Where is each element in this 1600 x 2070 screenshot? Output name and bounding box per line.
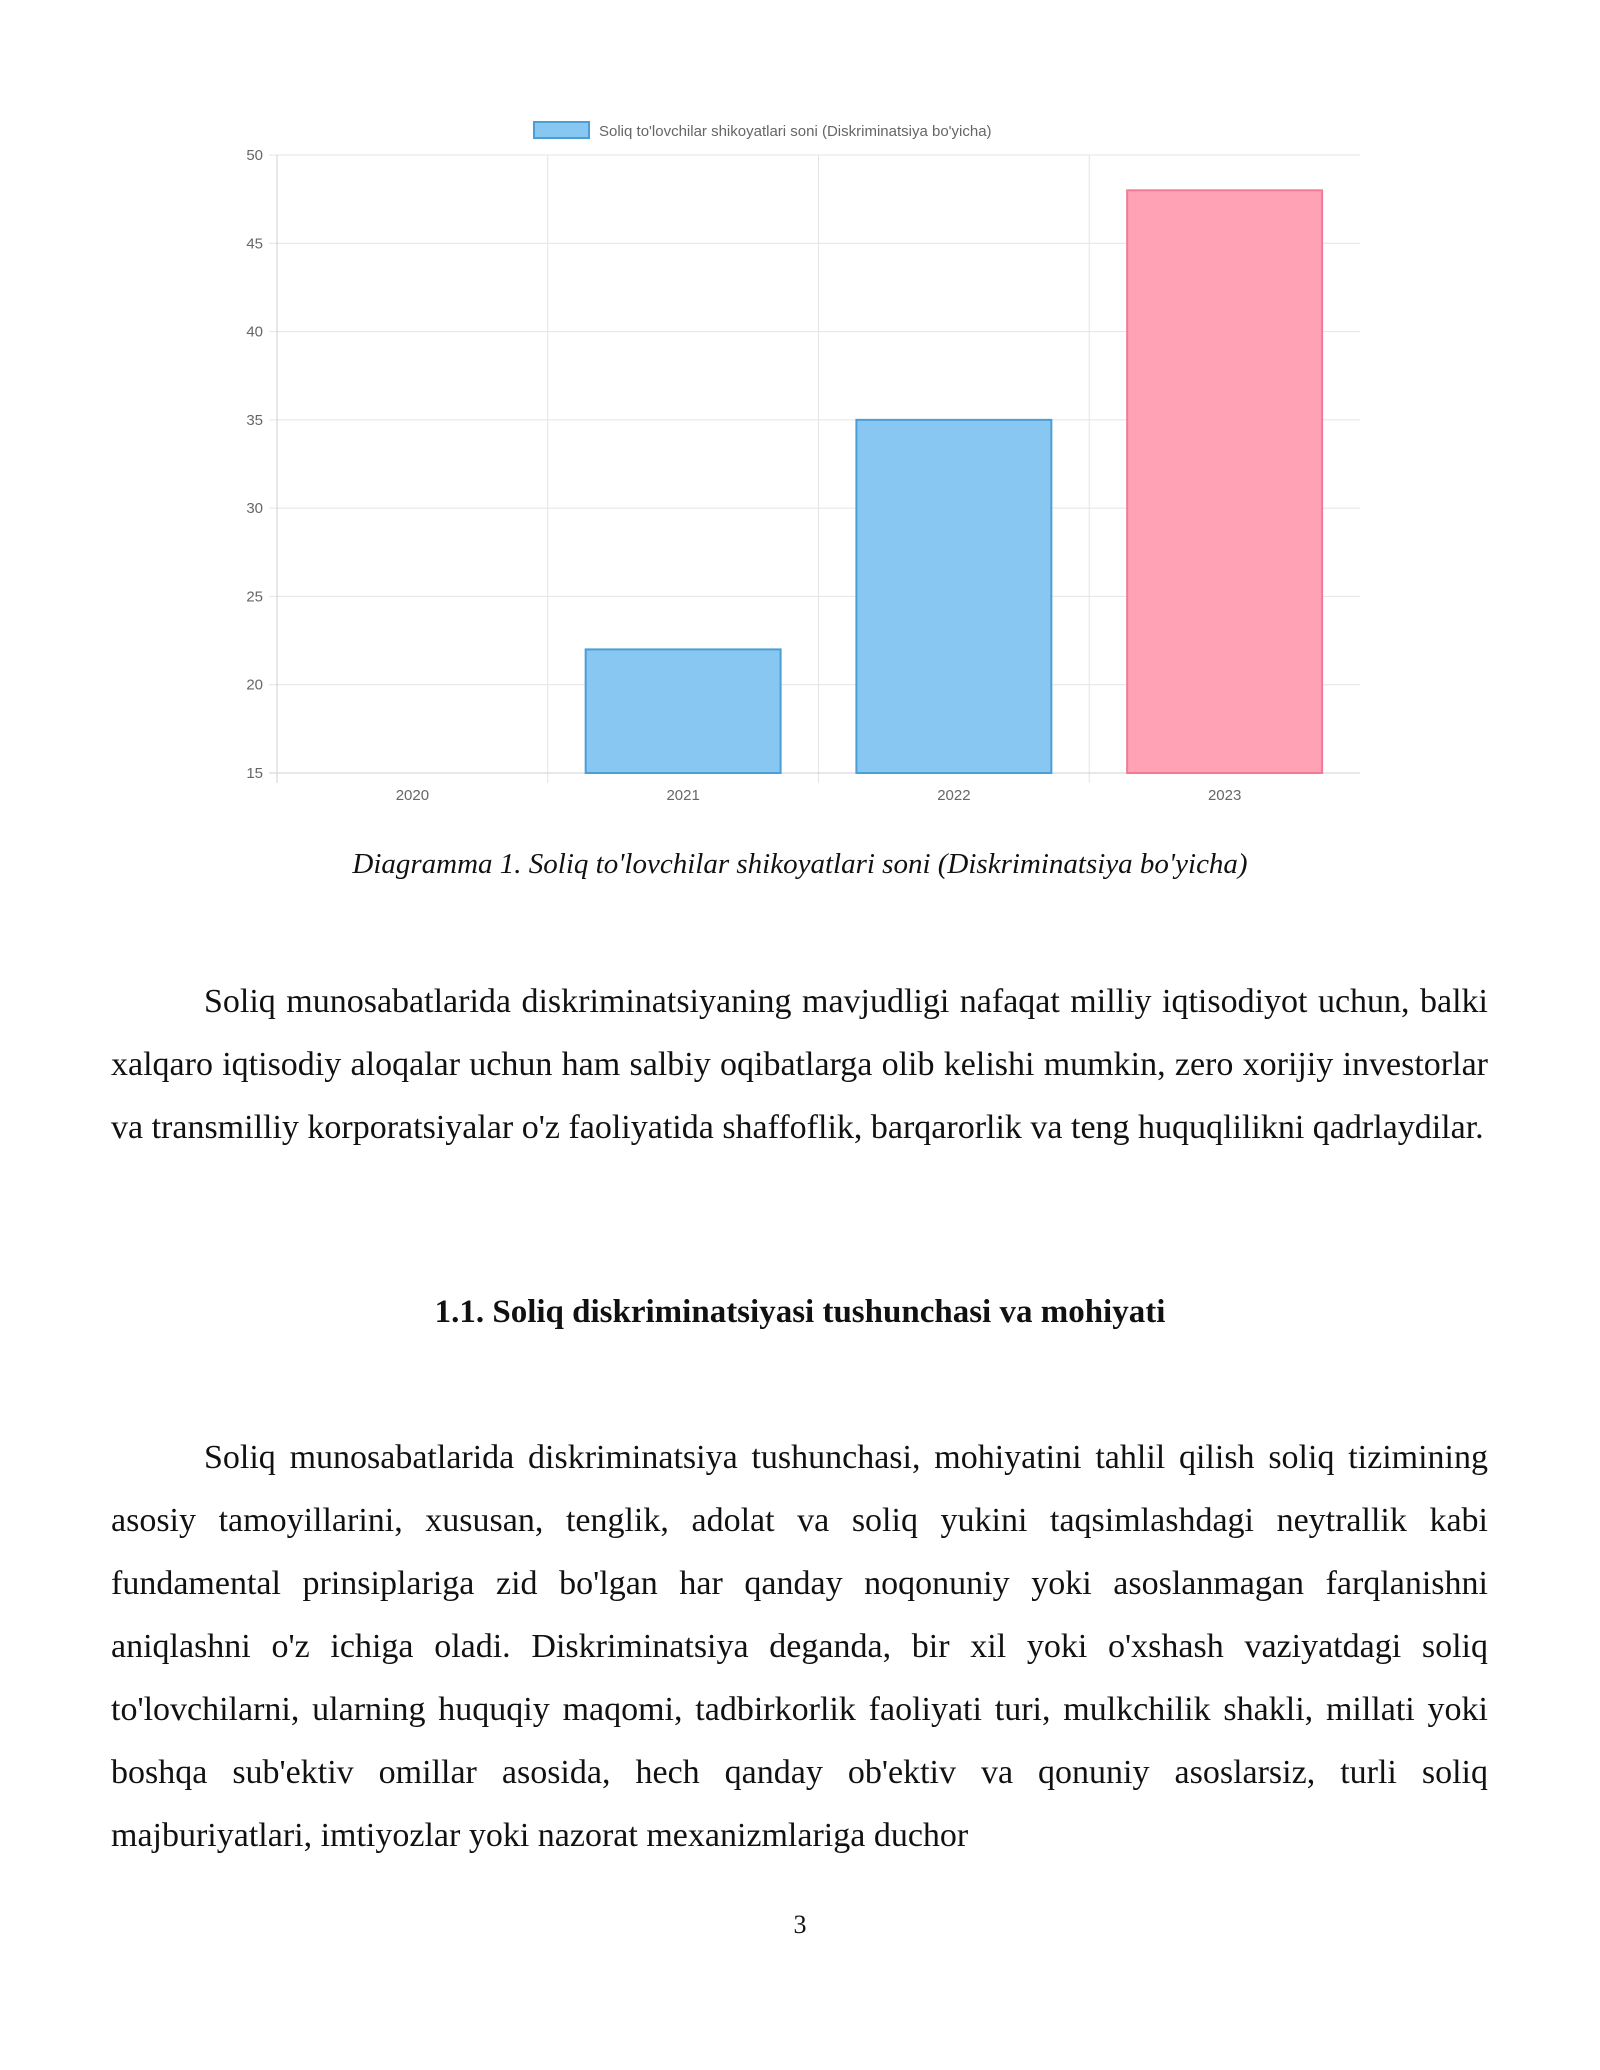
y-tick-label: 35 bbox=[246, 411, 263, 429]
paragraph-definition: Soliq munosabatlarida diskriminatsiya tushunchasi, mohiyatini tahlil qilish soliq tizimining asosiy tamoyillarini, xususan, tenglik, adolat va soliq yukini taqsimlashdagi neytrallik kabi fundamental prinsiplariga zid bo'lgan har qanday noqonuniy yoki asoslanmagan farqlanishni aniqlashni o'z ichiga oladi. Diskriminatsiya deganda, bir xil yoki o'xshash vaziyatdagi soliq to'lovchilarni, ularning huquqiy maqomi, tadbirkorlik faoliyati turi, mulkchilik shakli, millati yoki boshqa sub'ektiv omillar asosida, hech qanday ob'ektiv va qonuniy asoslarsiz, turli soliq majburiyatlari, imtiyozlar yoki nazorat mexanizmlariga duchor bbox=[111, 1439, 1488, 1854]
y-tick-label: 25 bbox=[246, 588, 263, 606]
y-tick-label: 40 bbox=[246, 323, 263, 341]
y-tick-label: 20 bbox=[246, 676, 263, 694]
bar-2022 bbox=[856, 420, 1051, 773]
bar-chart-svg bbox=[200, 110, 1400, 810]
section-heading: 1.1. Soliq diskriminatsiyasi tushunchasi va mohiyati bbox=[434, 1294, 1166, 1330]
y-tick-label: 15 bbox=[246, 765, 263, 782]
page-number: 3 bbox=[793, 1910, 807, 1939]
bar-2023 bbox=[1127, 190, 1322, 773]
y-tick-label: 45 bbox=[246, 235, 263, 253]
chart-caption: Diagramma 1. Soliq to'lovchilar shikoyatlari soni (Diskriminatsiya bo'yicha) bbox=[352, 848, 1248, 880]
x-tick-label: 2020 bbox=[395, 787, 430, 804]
y-tick-label: 30 bbox=[246, 500, 263, 518]
y-tick-label: 50 bbox=[246, 147, 263, 164]
bar-2021 bbox=[586, 649, 781, 773]
legend-swatch bbox=[534, 122, 589, 138]
paragraph-intro: Soliq munosabatlarida diskriminatsiyaning mavjudligi nafaqat milliy iqtisodiyot uchun, balki xalqaro iqtisodiy aloqalar uchun ham salbiy oqibatlarga olib kelishi mumkin, zero xorijiy investorlar va transmilliy korporatsiyalar o'z faoliyatida shaffoflik, barqarorlik va teng huquqlilikni qadrlaydilar. bbox=[111, 983, 1488, 1146]
legend-label: Soliq to'lovchilar shikoyatlari soni (Diskriminatsiya bo'yicha) bbox=[599, 123, 992, 140]
x-tick-label: 2022 bbox=[937, 787, 971, 804]
x-tick-label: 2021 bbox=[666, 787, 700, 804]
bar-chart bbox=[200, 110, 1400, 810]
x-tick-label: 2023 bbox=[1207, 787, 1242, 804]
